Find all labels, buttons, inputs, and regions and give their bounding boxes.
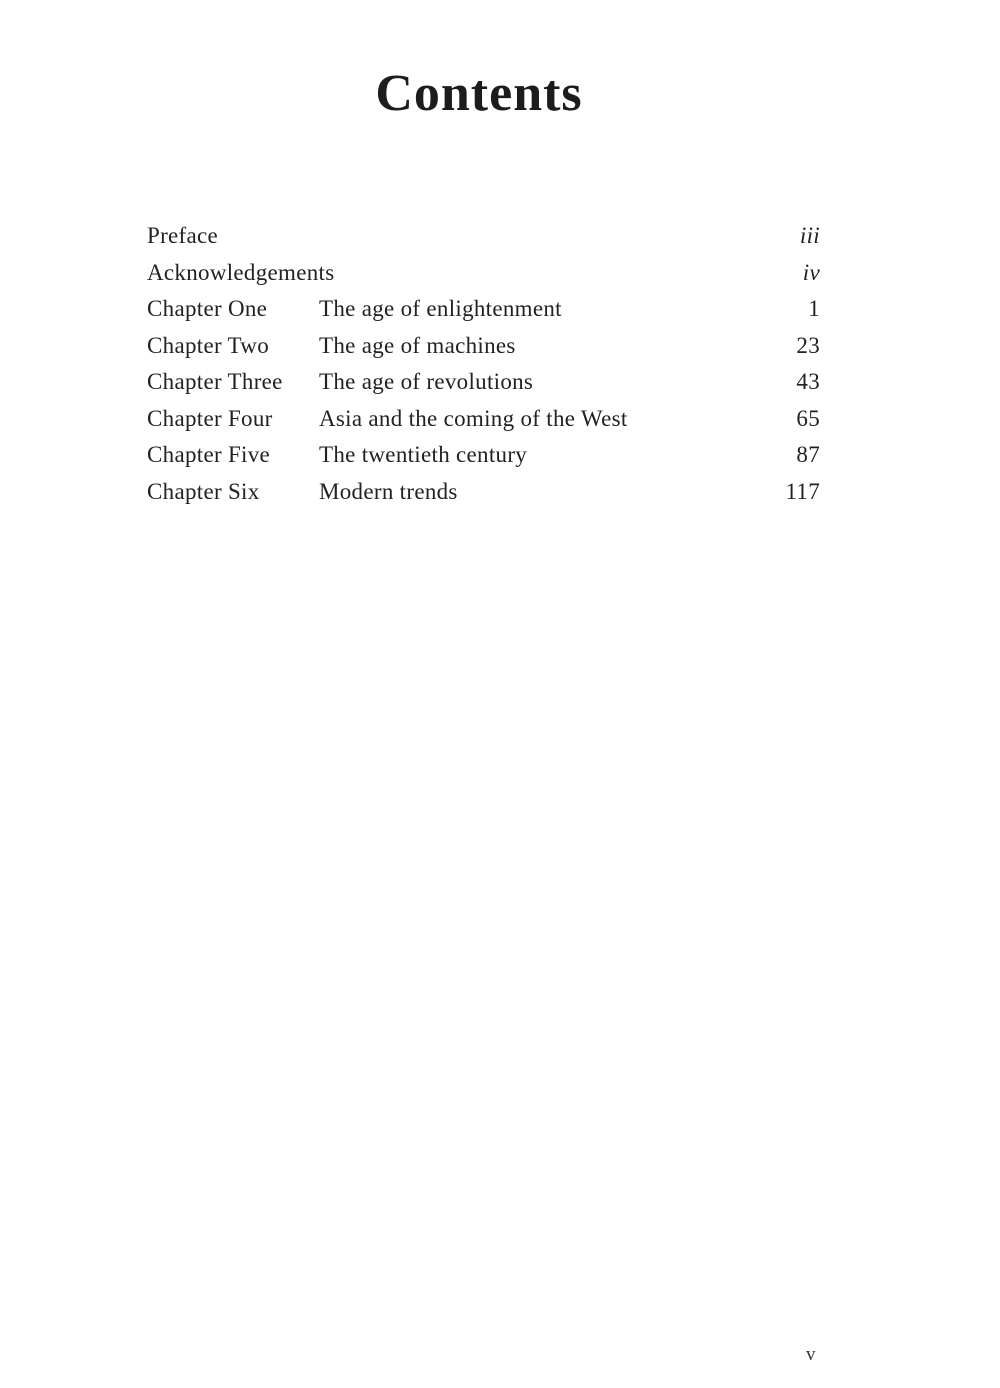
toc-entry-label: Acknowledgements <box>147 259 335 285</box>
toc-page-number: 1 <box>808 296 820 321</box>
toc-entry-label: Preface <box>147 223 219 248</box>
toc-chapter-label: Chapter Two <box>147 332 269 358</box>
toc-entry-chapter-six <box>147 474 820 511</box>
toc-page-number: 23 <box>796 332 820 358</box>
toc-chapter-label: Chapter Four <box>147 405 273 431</box>
toc-page-number: 87 <box>796 442 820 467</box>
toc-page-number: 65 <box>796 405 820 431</box>
toc-entry-chapter-five <box>147 437 820 474</box>
toc-chapter-label: Chapter Three <box>147 369 283 394</box>
table-of-contents <box>147 218 820 510</box>
toc-chapter-title: The twentieth century <box>319 442 528 467</box>
toc-entry-preface <box>147 218 820 255</box>
toc-chapter-title: Modern trends <box>319 478 458 504</box>
toc-chapter-title: Asia and the coming of the West <box>319 405 628 431</box>
toc-entry-chapter-one <box>147 291 820 328</box>
page-title: Contents <box>375 65 583 122</box>
toc-chapter-label: Chapter Five <box>147 442 271 467</box>
toc-chapter-title: The age of enlightenment <box>319 296 562 321</box>
toc-entry-chapter-four <box>147 401 820 438</box>
toc-chapter-title: The age of machines <box>319 332 516 358</box>
toc-entry-chapter-three <box>147 364 820 401</box>
toc-page-number: 43 <box>796 369 820 394</box>
toc-page-number: 117 <box>785 478 820 504</box>
toc-page-number: iv <box>802 259 820 285</box>
toc-page-number: iii <box>799 223 820 248</box>
page-folio: v <box>806 1344 816 1365</box>
toc-chapter-title: The age of revolutions <box>319 369 534 394</box>
toc-entry-acknowledgements <box>147 255 820 292</box>
toc-chapter-label: Chapter One <box>147 296 268 321</box>
toc-chapter-label: Chapter Six <box>147 478 260 504</box>
toc-entry-chapter-two <box>147 328 820 365</box>
